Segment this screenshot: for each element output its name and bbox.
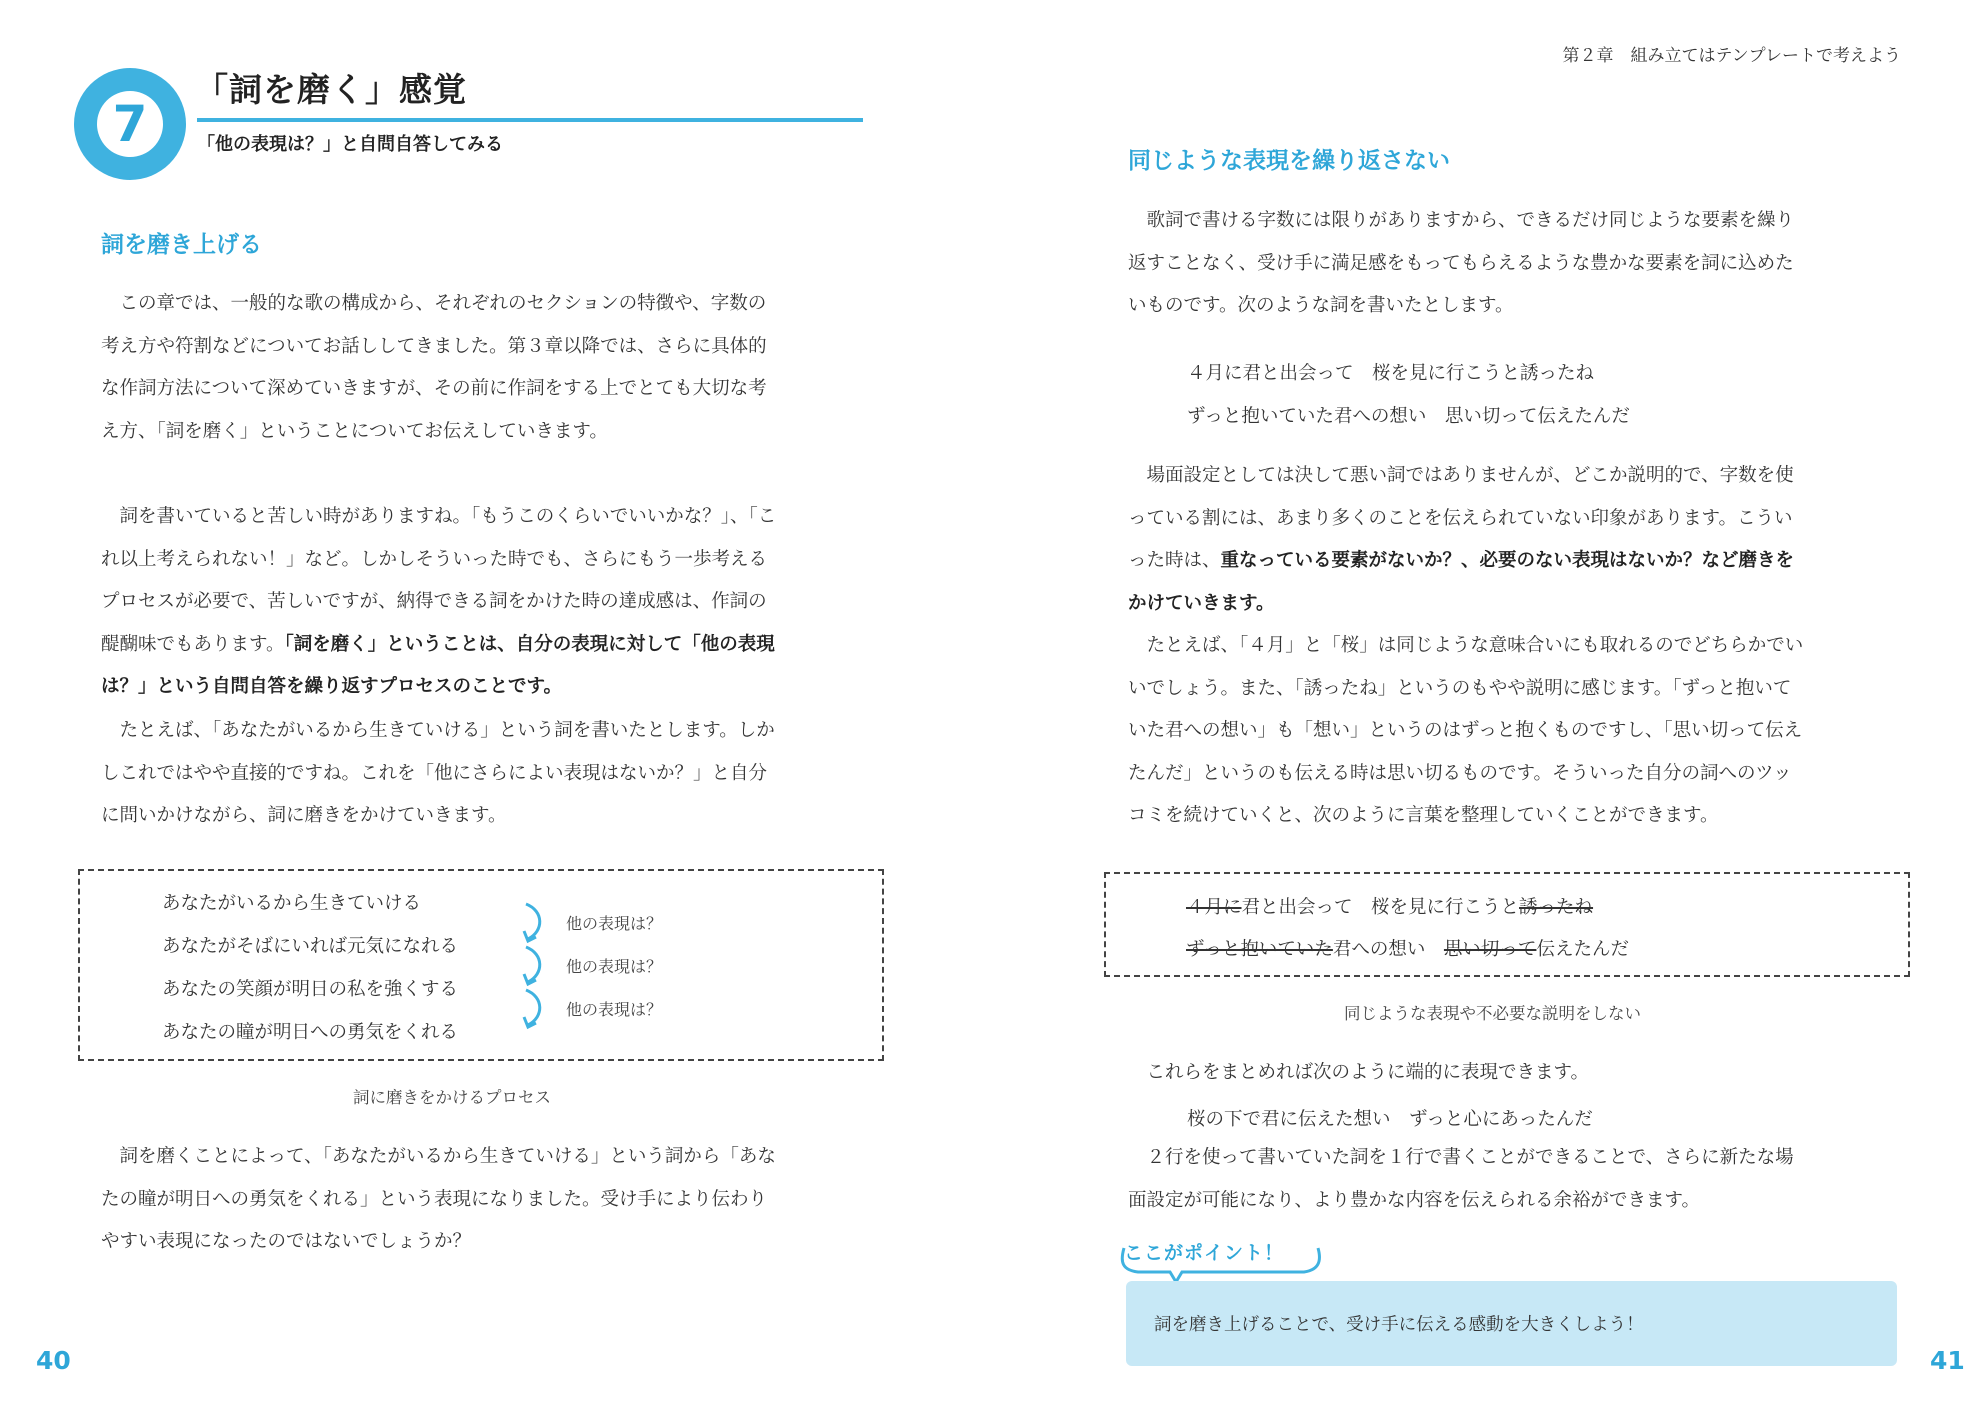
lyric-summary: 桜の下で君に伝えた想い ずっと心にあったんだ <box>1187 1109 1593 1130</box>
text-line: な作詞方法について深めていきますが、その前に作詞をする上でとても大切な考 <box>101 378 767 399</box>
text-line <box>101 624 864 667</box>
text-line: 歌詞で書ける字数には限りがありますから、できるだけ同じような要素を繰り <box>1128 210 1795 231</box>
section-number: 7 <box>97 91 163 157</box>
curved-arrow-icon <box>520 944 550 988</box>
text-line: 面設定が可能になり、より豊かな内容を伝えられる余裕ができます。 <box>1128 1189 1701 1211</box>
curved-arrow-icon <box>520 901 550 945</box>
text-line: いた君への想い」も「想い」というのはずっと抱くものですし、「思い切って伝え <box>1128 720 1803 741</box>
text-line: しこれではやや直接的ですね。これを「他にさらによい表現はないか？」と自分 <box>101 762 768 784</box>
revised-line-2 <box>1186 935 1629 961</box>
text-plain: った時は、 <box>1128 550 1221 571</box>
text-line: たとえば、「あなたがいるから生きていける」という詞を書いたとします。しか <box>101 720 775 741</box>
paragraph-3 <box>1128 625 1893 838</box>
text-line: いでしょう。また、「誘ったね」というのもやや説明に感じます。「ずっと抱いて <box>1128 677 1792 699</box>
text-line: プロセスが必要で、苦しいですが、納得できる詞をかけた時の達成感は、作詞の <box>101 591 767 612</box>
box-line-1: あなたがいるから生きていける <box>162 893 422 914</box>
box-line-3: あなたの笑顔が明日の私を強くする <box>162 979 459 1000</box>
text-line: え方、「詞を磨く」ということについてお伝えしていきます。 <box>101 420 608 442</box>
text-line <box>1128 540 1893 583</box>
point-box <box>1126 1281 1897 1366</box>
box-caption: 同じような表現や不必要な説明をしない <box>1344 1004 1641 1023</box>
right-page <box>992 0 1985 1410</box>
struck-text: 誘ったね <box>1519 897 1594 918</box>
text-line: これらをまとめれば次のように端的に表現できます。 <box>1128 1062 1590 1083</box>
paragraph-4 <box>101 1136 864 1264</box>
text-plain: 醍醐味でもあります。 <box>101 633 285 655</box>
text-line: コミを続けていくと、次のように言葉を整理していくことができます。 <box>1128 805 1719 826</box>
box-caption: 詞に磨きをかけるプロセス <box>353 1088 551 1107</box>
text-line: 考え方や符割などについてお話ししてきました。第３章以降では、さらに具体的 <box>101 335 767 357</box>
heading-polish: 詞を磨き上げる <box>101 232 262 258</box>
kept-text: 君と出会って 桜を見に行こうと <box>1241 897 1520 918</box>
section-title: 「詞を磨く」感覚 <box>195 70 467 109</box>
lyric-line-2: ずっと抱いていた君への想い 思い切って伝えたんだ <box>1187 406 1630 427</box>
text-line: れ以上考えられない！」など。しかしそういった時でも、さらにもう一歩考える <box>101 548 768 570</box>
struck-text: 思い切って <box>1443 939 1537 960</box>
text-line: ２行を使って書いていた詞を１行で書くことができることで、さらに新たな場 <box>1128 1147 1794 1168</box>
polish-process-box <box>78 869 884 1061</box>
kept-text: 君への想い <box>1332 939 1444 960</box>
text-line: この章では、一般的な歌の構成から、それぞれのセクションの特徴や、字数の <box>101 293 767 314</box>
text-line: いものです。次のような詞を書いたとします。 <box>1128 295 1514 316</box>
revised-line-1 <box>1186 893 1593 919</box>
struck-text: ずっと抱いていた <box>1186 939 1333 960</box>
point-text: 詞を磨き上げることで、受け手に伝える感動を大きくしよう！ <box>1154 1315 1644 1335</box>
page-number: 40 <box>36 1346 71 1375</box>
ask-label-2: 他の表現は？ <box>566 957 663 976</box>
text-emphasis: 重なっている要素がないか？、必要のない表現はないか？など磨きを <box>1220 550 1795 571</box>
curved-arrow-icon <box>520 987 550 1031</box>
text-line: っている割には、あまり多くのことを伝えられていない印象があります。こうい <box>1128 507 1793 529</box>
paragraph-2 <box>101 496 864 709</box>
text-line: に問いかけながら、詞に磨きをかけていきます。 <box>101 805 507 826</box>
text-line <box>1128 583 1893 626</box>
heading-no-repeat: 同じような表現を繰り返さない <box>1128 148 1450 174</box>
section-number-badge <box>74 68 186 180</box>
text-emphasis: は？」という自問自答を繰り返すプロセスのことです。 <box>101 676 563 697</box>
text-line: たとえば、「４月」と「桜」は同じような意味合いにも取れるのでどちらかでい <box>1128 635 1804 656</box>
text-line: 返すことなく、受け手に満足感をもってもらえるような豊かな要素を詞に込めた <box>1128 252 1794 274</box>
paragraph-3 <box>101 710 864 838</box>
paragraph-5 <box>1128 1137 1893 1222</box>
text-line: たの瞳が明日への勇気をくれる」という表現になりました。受け手により伝わり <box>101 1188 768 1210</box>
section-subtitle: 「他の表現は？」と自問自答してみる <box>197 134 503 155</box>
ask-label-1: 他の表現は？ <box>566 914 663 933</box>
text-emphasis: かけていきます。 <box>1128 592 1275 614</box>
text-emphasis: 「詞を磨く」ということは、自分の表現に対して「他の表現 <box>284 633 775 655</box>
text-line: 場面設定としては決して悪い詞ではありませんが、どこか説明的で、字数を使 <box>1128 465 1794 486</box>
revision-box <box>1104 872 1910 977</box>
paragraph-1 <box>101 283 864 453</box>
left-page <box>0 0 992 1410</box>
kept-text: 伝えたんだ <box>1536 939 1629 960</box>
paragraph-1 <box>1128 200 1893 328</box>
title-rule <box>197 118 863 122</box>
ask-label-3: 他の表現は？ <box>566 1000 663 1019</box>
page-number: 41 <box>1930 1346 1965 1375</box>
struck-text: ４月に <box>1186 897 1242 918</box>
chapter-header: 第２章 組み立てはテンプレートで考えよう <box>1562 46 1901 66</box>
text-line: たんだ」というのも伝える時は思い切るものです。そういった自分の詞へのツッ <box>1128 762 1792 784</box>
text-line: やすい表現になったのではないでしょうか？ <box>101 1231 472 1252</box>
box-line-4: あなたの瞳が明日への勇気をくれる <box>162 1022 459 1043</box>
text-line: 詞を書いていると苦しい時がありますね。「もうこのくらいでいいかな？」、「こ <box>101 506 777 527</box>
paragraph-2 <box>1128 455 1893 625</box>
text-line: 詞を磨くことによって、「あなたがいるから生きていける」という詞から「あな <box>101 1146 776 1167</box>
paragraph-4 <box>1128 1052 1893 1095</box>
text-line <box>101 666 864 709</box>
box-line-2: あなたがそばにいれば元気になれる <box>162 936 459 957</box>
lyric-line-1: ４月に君と出会って 桜を見に行こうと誘ったね <box>1187 363 1595 384</box>
point-label: ここがポイント！ <box>1124 1242 1285 1264</box>
